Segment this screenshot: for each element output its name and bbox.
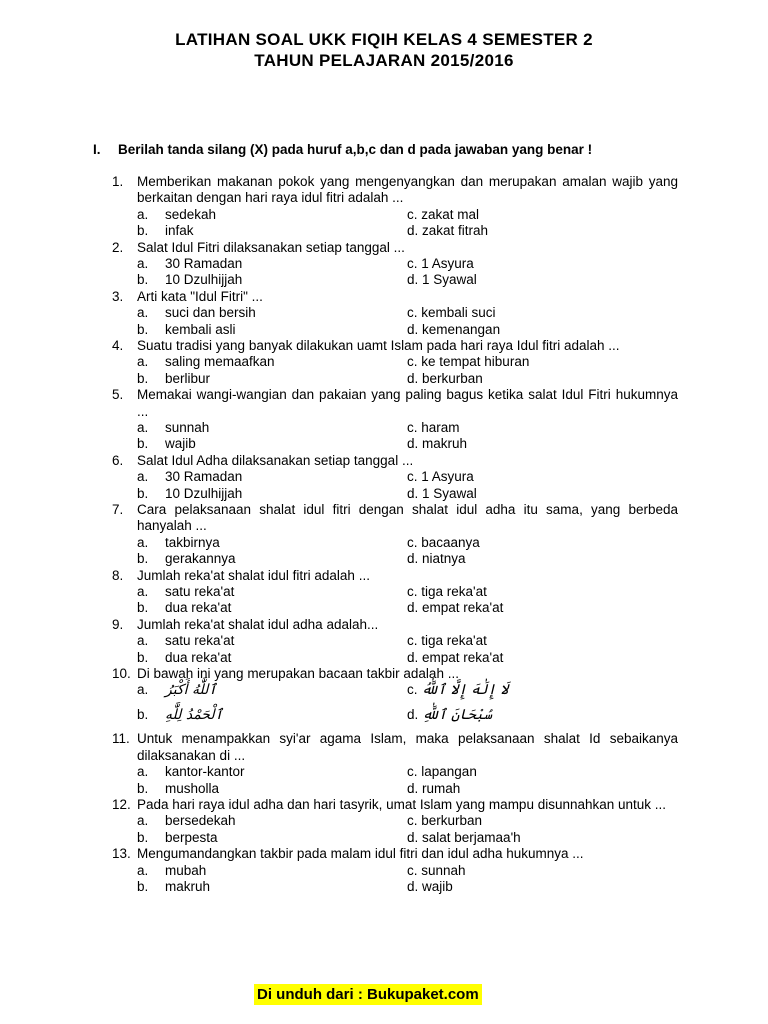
option-c[interactable] (407, 420, 460, 436)
option-text: berlibur (165, 370, 211, 386)
question-stem: Memberikan makanan pokok yang mengenyangkan dan merupakan amalan wajib yang berkaitan dengan hari raya idul fitri adalah ... (137, 174, 678, 206)
question-list (0, 174, 768, 895)
option-text: makruh (422, 436, 468, 452)
option-letter: c. (407, 682, 422, 698)
option-text: makruh (165, 878, 211, 894)
question-text (0, 240, 768, 256)
question-stem: Arti kata "Idul Fitri" ... (137, 288, 263, 304)
question-item (0, 568, 768, 617)
option-c[interactable] (407, 469, 474, 485)
option-c[interactable] (407, 256, 474, 272)
question-text (0, 453, 768, 469)
option-letter: b. (137, 706, 149, 722)
option-text: zakat fitrah (422, 223, 489, 239)
option-d[interactable] (407, 371, 483, 387)
option-text: لَا إِلَٰهَ إِلَّا ٱللَّٰهُ (421, 682, 509, 699)
option-d[interactable] (407, 781, 460, 797)
option-a[interactable] (137, 764, 245, 780)
option-letter: d. (407, 370, 423, 386)
option-d[interactable] (407, 223, 488, 239)
question-stem: Cara pelaksanaan shalat idul fitri dengan shalat idul adha itu sama, yang berbeda hanyalah ... (137, 501, 678, 534)
question-item (0, 453, 768, 502)
option-letter: d. (407, 551, 423, 567)
option-letter: b. (137, 878, 149, 894)
option-text: 1 Syawal (422, 485, 477, 501)
option-letter: a. (137, 469, 149, 485)
option-letter: d. (407, 485, 423, 501)
title-line-2: TAHUN PELAJARAN 2015/2016 (254, 51, 514, 70)
option-letter: a. (137, 206, 149, 222)
question-text (0, 568, 768, 584)
option-d[interactable] (407, 486, 477, 502)
option-b[interactable] (137, 551, 236, 567)
question-item (0, 617, 768, 666)
option-letter: c. (407, 764, 422, 780)
question-number: 1. (112, 174, 124, 189)
question-text (0, 502, 768, 535)
option-c[interactable] (407, 633, 487, 649)
option-b[interactable] (137, 486, 242, 502)
question-text (0, 731, 768, 764)
question-number: 5. (112, 387, 124, 403)
question-number: 2. (112, 239, 124, 255)
option-text: infak (165, 223, 194, 239)
option-letter: d. (407, 706, 423, 722)
option-text: tiga reka'at (421, 583, 487, 599)
question-stem: Mengumandangkan takbir pada malam idul fitri dan idul adha hukumnya ... (137, 846, 584, 862)
option-text: 1 Asyura (421, 469, 474, 485)
option-letter: a. (137, 354, 149, 370)
question-item (0, 797, 768, 846)
option-text: bersedekah (165, 813, 236, 829)
option-text: wajib (165, 436, 196, 452)
question-stem: Jumlah reka'at shalat idul fitri adalah ... (137, 567, 370, 583)
option-b[interactable] (137, 781, 219, 797)
option-letter: c. (407, 469, 422, 485)
option-text: 30 Ramadan (165, 469, 243, 485)
option-d[interactable] (407, 600, 503, 616)
question-stem: Memakai wangi-wangian dan pakaian yang paling bagus ketika salat Idul Fitri hukumnya ... (137, 387, 678, 419)
option-text: سُبْحَانَ ٱللَّٰهِ (422, 706, 493, 723)
option-a[interactable] (137, 420, 209, 436)
question-item (0, 240, 768, 289)
option-text: ٱللَّٰهُ أَكْبَرُ (165, 682, 217, 699)
option-text: 10 Dzulhijjah (165, 272, 243, 288)
option-a[interactable] (137, 682, 217, 698)
option-b[interactable] (137, 322, 236, 338)
option-letter: a. (137, 583, 149, 599)
option-text: empat reka'at (422, 600, 504, 616)
question-item (0, 666, 768, 731)
option-letter: c. (407, 206, 422, 222)
option-text: zakat mal (421, 206, 480, 222)
option-b[interactable] (137, 879, 210, 895)
option-letter: d. (407, 600, 423, 616)
option-c[interactable] (407, 535, 480, 551)
option-b[interactable] (137, 223, 194, 239)
instruction-text: Berilah tanda silang (X) pada huruf a,b,c dan d pada jawaban yang benar ! (118, 142, 593, 157)
option-letter: c. (407, 583, 422, 599)
option-letter: b. (137, 649, 149, 665)
option-text: takbirnya (165, 534, 220, 550)
option-letter: b. (137, 321, 149, 337)
option-letter: c. (407, 354, 422, 370)
option-letter: d. (407, 780, 423, 796)
option-c[interactable] (407, 584, 487, 600)
option-letter: a. (137, 534, 149, 550)
footer-source[interactable]: Di unduh dari : Bukupaket.com (254, 984, 482, 1005)
option-d[interactable] (407, 707, 492, 723)
option-c[interactable] (407, 207, 479, 223)
option-d[interactable] (407, 272, 477, 288)
option-letter: a. (137, 633, 149, 649)
option-letter: d. (407, 321, 423, 337)
question-number: 7. (112, 501, 124, 517)
option-text: empat reka'at (422, 649, 504, 665)
question-number: 3. (112, 288, 124, 304)
option-d[interactable] (407, 830, 521, 846)
option-a[interactable] (137, 535, 220, 551)
option-text: mubah (165, 862, 207, 878)
option-text: sunnah (165, 419, 210, 435)
option-letter: c. (407, 419, 422, 435)
option-letter: c. (407, 305, 422, 321)
option-text: 10 Dzulhijjah (165, 485, 243, 501)
question-stem: Jumlah reka'at shalat idul adha adalah... (137, 616, 379, 632)
option-letter: b. (137, 272, 149, 288)
option-b[interactable] (137, 600, 231, 616)
option-b[interactable] (137, 272, 242, 288)
option-text: salat berjamaa'h (422, 829, 521, 845)
option-d[interactable] (407, 436, 467, 452)
question-text (0, 617, 768, 633)
option-letter: a. (137, 419, 149, 435)
option-text: kemenangan (422, 321, 501, 337)
question-item (0, 387, 768, 453)
option-letter: b. (137, 600, 149, 616)
option-c[interactable] (407, 813, 482, 829)
option-text: saling memaafkan (165, 354, 275, 370)
option-a[interactable] (137, 633, 234, 649)
option-letter: b. (137, 223, 149, 239)
option-text: rumah (422, 780, 461, 796)
question-number: 6. (112, 452, 124, 468)
question-number: 9. (112, 616, 124, 632)
option-d[interactable] (407, 322, 500, 338)
title-line-1: LATIHAN SOAL UKK FIQIH KELAS 4 SEMESTER 2 (175, 30, 593, 49)
option-letter: b. (137, 551, 149, 567)
option-text: bacaanya (421, 534, 480, 550)
option-text: satu reka'at (165, 583, 235, 599)
option-d[interactable] (407, 551, 466, 567)
question-item (0, 338, 768, 387)
option-letter: d. (407, 223, 423, 239)
option-letter: c. (407, 813, 422, 829)
option-text: 1 Syawal (422, 272, 477, 288)
question-text (0, 338, 768, 354)
option-c[interactable] (407, 354, 529, 370)
instruction (93, 142, 592, 157)
option-d[interactable] (407, 650, 503, 666)
option-d[interactable] (407, 879, 453, 895)
option-a[interactable] (137, 305, 256, 321)
option-c[interactable] (407, 764, 477, 780)
option-letter: a. (137, 862, 149, 878)
option-letter: d. (407, 272, 423, 288)
option-a[interactable] (137, 469, 242, 485)
question-number: 12. (112, 796, 131, 812)
option-a[interactable] (137, 813, 236, 829)
option-letter: d. (407, 436, 423, 452)
option-letter: d. (407, 829, 423, 845)
option-text: ٱلْحَمْدُ لِلَّٰهِ (165, 706, 223, 723)
option-b[interactable] (137, 830, 218, 846)
option-text: suci dan bersih (165, 305, 256, 321)
option-text: haram (421, 419, 460, 435)
option-letter: a. (137, 256, 149, 271)
question-stem: Di bawah ini yang merupakan bacaan takbir adalah ... (137, 665, 459, 681)
question-stem: Pada hari raya idul adha dan hari tasyrik, umat Islam yang mampu disunnahkan untuk ... (137, 796, 667, 812)
option-letter: b. (137, 370, 149, 386)
question-text (0, 846, 768, 862)
question-stem: Untuk menampakkan syi'ar agama Islam, maka pelaksanaan shalat Id sebaikanya dilaksanakan di ... (137, 731, 678, 763)
option-text: berkurban (422, 370, 483, 386)
question-text (0, 797, 768, 813)
option-letter: c. (407, 534, 422, 550)
option-text: berkurban (421, 813, 483, 829)
option-text: lapangan (421, 764, 477, 780)
option-text: wajib (422, 878, 453, 894)
option-text: sunnah (421, 862, 466, 878)
option-text: satu reka'at (165, 633, 235, 649)
option-a[interactable] (137, 863, 206, 879)
option-c[interactable] (407, 863, 466, 879)
option-text: musholla (165, 780, 220, 796)
option-c[interactable] (407, 682, 508, 698)
option-letter: b. (137, 436, 149, 452)
option-letter: d. (407, 878, 423, 894)
option-text: 1 Asyura (421, 256, 474, 271)
option-a[interactable] (137, 354, 275, 370)
option-letter: c. (407, 862, 422, 878)
option-letter: a. (137, 305, 149, 321)
option-letter: b. (137, 485, 149, 501)
question-stem: Salat Idul Adha dilaksanakan setiap tanggal ... (137, 452, 414, 468)
question-number: 10. (112, 665, 131, 681)
option-letter: b. (137, 780, 149, 796)
option-a[interactable] (137, 207, 216, 223)
instruction-number: I. (93, 142, 101, 157)
option-text: dua reka'at (165, 600, 232, 616)
option-a[interactable] (137, 584, 234, 600)
option-text: kembali suci (421, 305, 496, 321)
question-item (0, 731, 768, 797)
question-text (0, 666, 768, 682)
option-text: gerakannya (165, 551, 236, 567)
option-text: 30 Ramadan (165, 256, 243, 271)
option-text: ke tempat hiburan (421, 354, 530, 370)
question-number: 13. (112, 846, 131, 862)
option-text: dua reka'at (165, 649, 232, 665)
question-item (0, 289, 768, 338)
option-c[interactable] (407, 305, 496, 321)
option-letter: b. (137, 829, 149, 845)
option-letter: a. (137, 682, 149, 698)
question-number: 4. (112, 337, 124, 353)
option-letter: a. (137, 813, 149, 829)
option-letter: d. (407, 649, 423, 665)
option-text: berpesta (165, 829, 218, 845)
question-number: 8. (112, 567, 124, 583)
option-text: kantor-kantor (165, 764, 245, 780)
option-text: tiga reka'at (421, 633, 487, 649)
option-letter: a. (137, 764, 149, 780)
question-text (0, 289, 768, 305)
option-letter: c. (407, 256, 422, 271)
option-b[interactable] (137, 650, 231, 666)
option-letter: c. (407, 633, 422, 649)
option-text: sedekah (165, 206, 217, 222)
option-text: kembali asli (165, 321, 236, 337)
option-b[interactable] (137, 371, 210, 387)
option-text: niatnya (422, 551, 466, 567)
option-a[interactable] (137, 256, 242, 272)
question-item (0, 174, 768, 240)
question-text (0, 387, 768, 420)
option-b[interactable] (137, 436, 196, 452)
question-item (0, 846, 768, 895)
question-text (0, 174, 768, 207)
question-item (0, 502, 768, 568)
option-b[interactable] (137, 707, 223, 723)
question-stem: Suatu tradisi yang banyak dilakukan uamt Islam pada hari raya Idul fitri adalah ... (137, 337, 620, 353)
question-stem: Salat Idul Fitri dilaksanakan setiap tanggal ... (137, 239, 405, 255)
question-number: 11. (112, 731, 130, 747)
